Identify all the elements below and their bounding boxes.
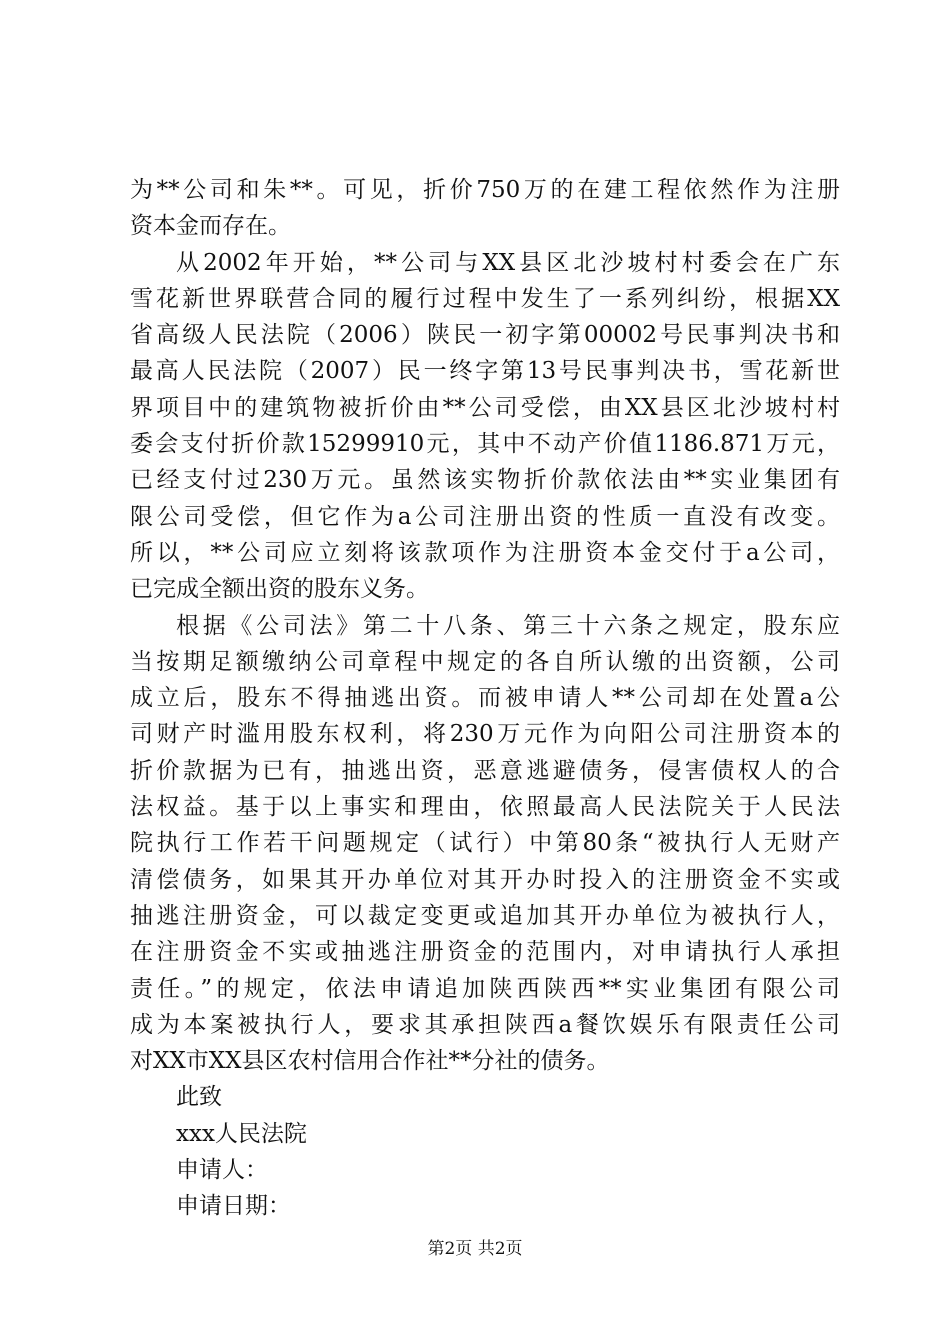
text-line: 司财产时滥用股东权利，将230万元作为向阳公司注册资本的 (130, 721, 840, 748)
text-line: 所以，**公司应立刻将该款项作为注册资本金交付于a公司， (130, 539, 840, 566)
text-line: 院执行工作若干问题规定（试行）中第80条“被执行人无财产 (130, 830, 840, 857)
text-line: 已经支付过230万元。虽然该实物折价款依法由**实业集团有 (130, 467, 840, 494)
text-line: 限公司受偿，但它作为a公司注册出资的性质一直没有改变。 (130, 503, 840, 530)
document-body (130, 172, 840, 1225)
page-footer: 第2页 共2页 (427, 1239, 523, 1259)
text-line: 对XX市XX县区农村信用合作社**分社的债务。 (130, 1048, 610, 1075)
text-line: 资本金而存在。 (130, 213, 291, 240)
text-line: 抽逃注册资金，可以裁定变更或追加其开办单位为被执行人， (130, 902, 840, 929)
applicant-label: 申请人： (176, 1157, 268, 1184)
text-line: 成为本案被执行人，要求其承担陕西a餐饮娱乐有限责任公司 (130, 1011, 840, 1038)
application-date-label: 申请日期： (176, 1193, 291, 1220)
text-line: 最高人民法院（2007）民一终字第13号民事判决书，雪花新世 (130, 358, 840, 385)
text-line: 在注册资金不实或抽逃注册资金的范围内，对申请执行人承担 (130, 939, 840, 966)
text-line: 界项目中的建筑物被折价由**公司受偿，由XX县区北沙坡村村 (130, 394, 840, 421)
text-line: 折价款据为已有，抽逃出资，恶意逃避债务，侵害债权人的合 (130, 757, 840, 784)
text-line: 法权益。基于以上事实和理由，依照最高人民法院关于人民法 (130, 794, 840, 821)
text-line: 成立后，股东不得抽逃出资。而被申请人**公司却在处置a公 (130, 685, 840, 712)
text-line: 清偿债务，如果其开办单位对其开办时投入的注册资金不实或 (130, 866, 840, 893)
text-line: 为**公司和朱**。可见，折价750万的在建工程依然作为注册 (130, 177, 840, 203)
text-line: 省高级人民法院（2006）陕民一初字第00002号民事判决书和 (130, 322, 840, 349)
text-line: 委会支付折价款15299910元，其中不动产价值1186.871万元， (130, 431, 840, 458)
text-line: 责任。”的规定，依法申请追加陕西陕西**实业集团有限公司 (130, 975, 840, 1002)
salutation: 此致 (176, 1084, 222, 1111)
paragraph-start-line: 从2002年开始，**公司与XX县区北沙坡村村委会在广东 (176, 249, 840, 276)
addressee: xxx人民法院 (176, 1120, 307, 1147)
text-line: 雪花新世界联营合同的履行过程中发生了一系列纠纷，根据XX (130, 285, 840, 312)
text-line: 已完成全额出资的股东义务。 (130, 576, 429, 603)
text-line: 当按期足额缴纳公司章程中规定的各自所认缴的出资额，公司 (130, 648, 840, 675)
paragraph-start-line: 根据《公司法》第二十八条、第三十六条之规定，股东应 (176, 612, 840, 639)
